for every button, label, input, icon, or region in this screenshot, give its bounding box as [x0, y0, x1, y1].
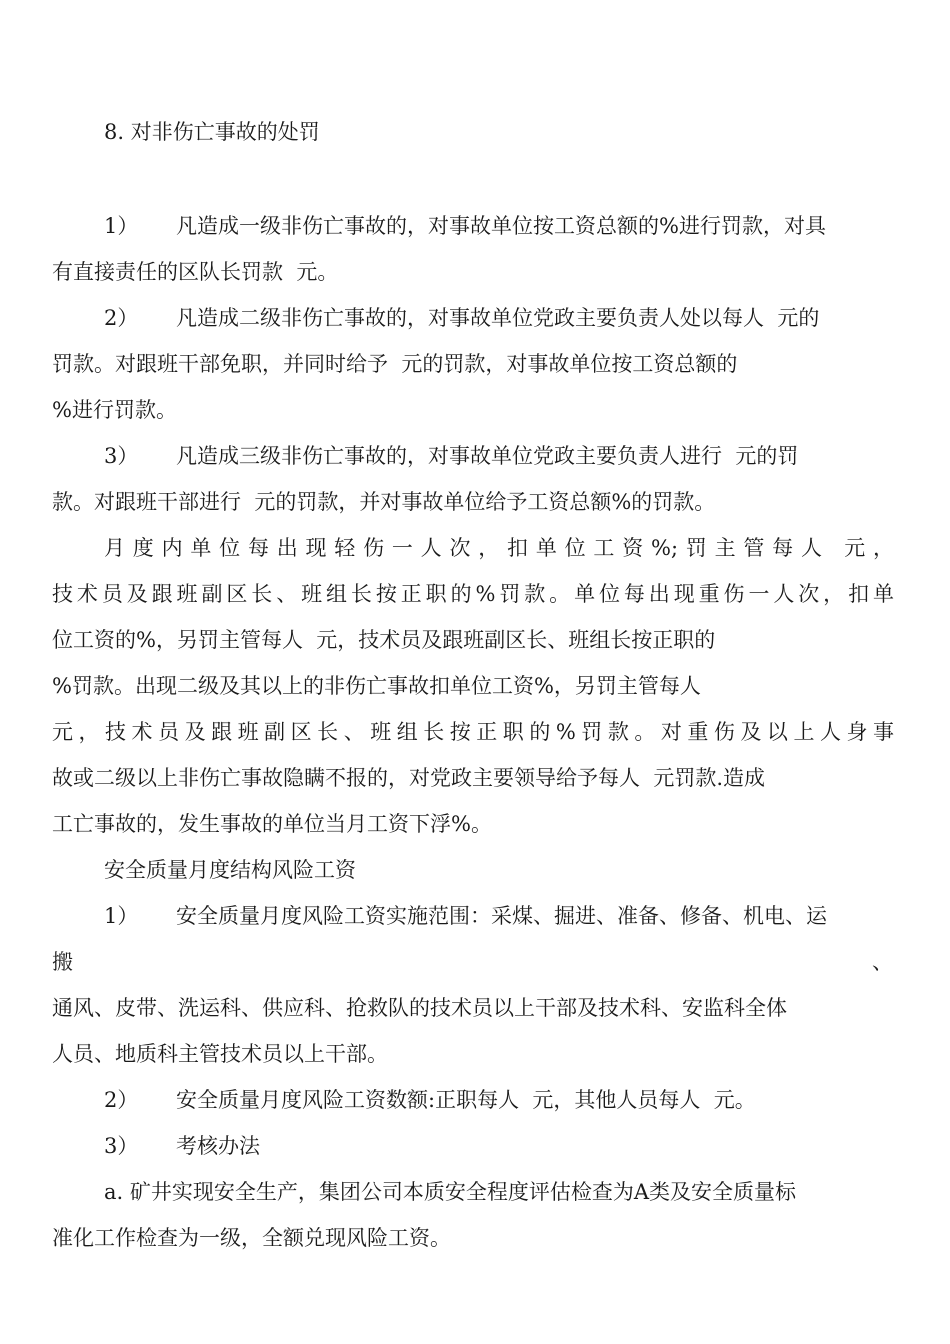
paragraph-2-line-3: %进行罚款。 — [52, 398, 177, 422]
paragraph-1-line-1 — [104, 211, 826, 241]
subheading: 安全质量月度结构风险工资 — [104, 858, 356, 882]
paragraph-text: 凡造成一级非伤亡事故的，对事故单位按工资总额的%进行罚款，对具 — [176, 214, 826, 238]
paragraph-4-line-4: %罚款。出现二级及其以上的非伤亡事故扣单位工资%，另罚主管每人 — [52, 674, 701, 698]
paragraph-4-line-1: 月度内单位每出现轻伤一人次，扣单位工资%;罚主管每人 元， — [104, 536, 894, 560]
item-text: 安全质量月度风险工资数额:正职每人 元，其他人员每人 元。 — [176, 1088, 756, 1112]
item-number: 3） — [104, 1134, 139, 1158]
item-1-line-2-left: 搬 — [52, 950, 73, 974]
paragraph-2-line-2: 罚款。对跟班干部免职，并同时给予 元的罚款，对事故单位按工资总额的 — [52, 352, 738, 376]
paragraph-4-line-5: 元，技术员及跟班副区长、班组长按正职的%罚款。对重伤及以上人身事 — [52, 720, 894, 744]
paragraph-4-line-6: 故或二级以上非伤亡事故隐瞒不报的，对党政主要领导给予每人 元罚款.造成 — [52, 766, 766, 790]
item-a-line-1: a. 矿井实现安全生产，集团公司本质安全程度评估检查为A类及安全质量标 — [104, 1180, 797, 1204]
item-a-line-2: 准化工作检查为一级，全额兑现风险工资。 — [52, 1226, 451, 1250]
item-number: 1） — [104, 904, 139, 928]
item-text: 安全质量月度风险工资实施范围：采煤、掘进、准备、修备、机电、运 — [176, 904, 827, 928]
paragraph-4-line-3: 位工资的%，另罚主管每人 元，技术员及跟班副区长、班组长按正职的 — [52, 628, 716, 652]
paragraph-4-line-7: 工亡事故的，发生事故的单位当月工资下浮%。 — [52, 812, 492, 836]
paragraph-2-line-1 — [104, 303, 819, 333]
section-heading: 8. 对非伤亡事故的处罚 — [104, 120, 320, 144]
item-1-line-4: 人员、地质科主管技术员以上干部。 — [52, 1042, 388, 1066]
item-number: 1） — [104, 214, 139, 238]
item-3 — [104, 1131, 260, 1161]
item-1-line-1 — [104, 901, 827, 931]
item-2 — [104, 1085, 756, 1115]
item-number: 3） — [104, 444, 139, 468]
paragraph-3-line-1 — [104, 441, 798, 471]
item-number: 2） — [104, 1088, 139, 1112]
paragraph-text: 凡造成三级非伤亡事故的，对事故单位党政主要负责人进行 元的罚 — [176, 444, 799, 468]
paragraph-1-line-2: 有直接责任的区队长罚款 元。 — [52, 260, 339, 284]
item-1-line-3: 通风、皮带、洗运科、供应科、抢救队的技术员以上干部及技术科、安监科全体 — [52, 996, 787, 1020]
item-1-line-2-right: 、 — [872, 950, 893, 974]
paragraph-text: 凡造成二级非伤亡事故的，对事故单位党政主要负责人处以每人 元的 — [176, 306, 820, 330]
paragraph-4-line-2: 技术员及跟班副区长、班组长按正职的%罚款。单位每出现重伤一人次，扣单 — [52, 582, 894, 606]
paragraph-3-line-2: 款。对跟班干部进行 元的罚款，并对事故单位给予工资总额%的罚款。 — [52, 490, 716, 514]
item-text: 考核办法 — [176, 1134, 260, 1158]
item-number: 2） — [104, 306, 139, 330]
